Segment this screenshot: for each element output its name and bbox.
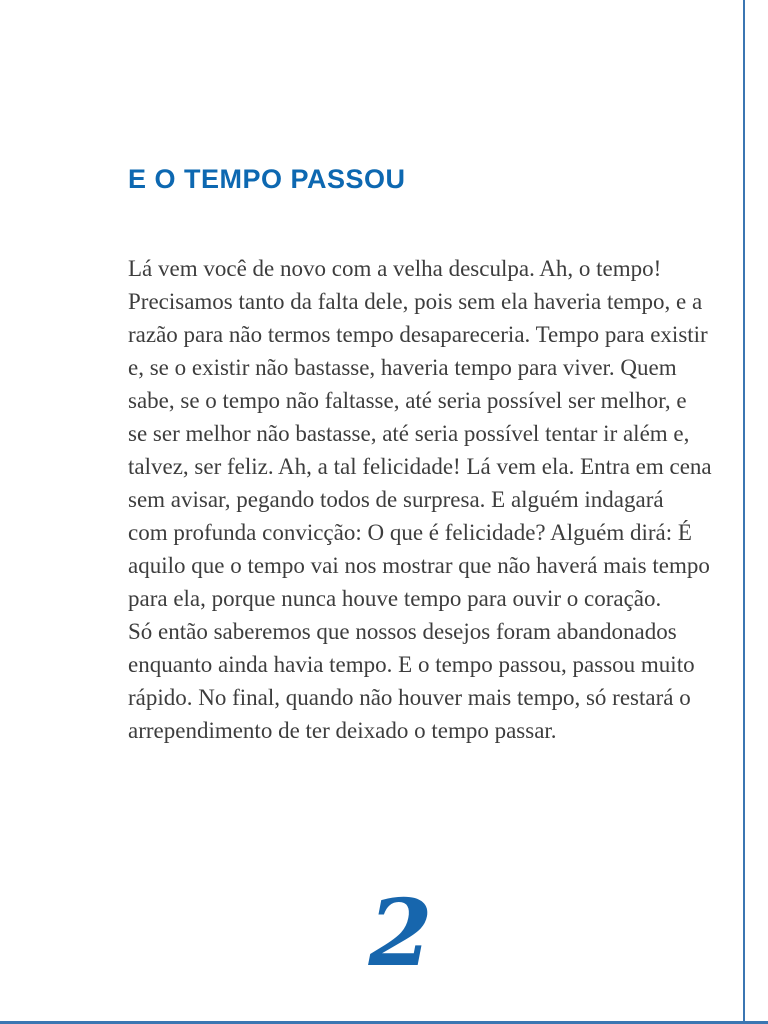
chapter-title: E O TEMPO PASSOU (128, 164, 406, 194)
chapter-paragraph: Lá vem você de novo com a velha desculpa. Ah, o tempo! Precisamos tanto da falta dele, pois sem ela haveria tempo, e a razão para não termos tempo desapareceria. Tempo para existir e, se o existir não bastasse, haveria tempo para viver. Quem sabe, se o tempo não faltasse, até seria possível ser melhor, e se ser melhor não bastasse, até seria possível tentar ir além e, talvez, ser feliz. Ah, a tal felicidade! Lá vem ela. Entra em cena sem avisar, pegando todos de surpresa. E alguém indagará com profunda convicção: O que é felicidade? Alguém dirá: É aquilo que o tempo vai nos mostrar que não haverá mais tempo para ela, porque nunca houve tempo para ouvir o coração. Só então saberemos que nossos desejos foram abandonados enquanto ainda havia tempo. E o tempo passou, passou muito rápido. No final, quando não houver mais tempo, só restará o arrependimento de ter deixado o tempo passar. (128, 256, 712, 743)
right-edge-rule (743, 0, 745, 1024)
page-number: 2 (368, 879, 433, 987)
